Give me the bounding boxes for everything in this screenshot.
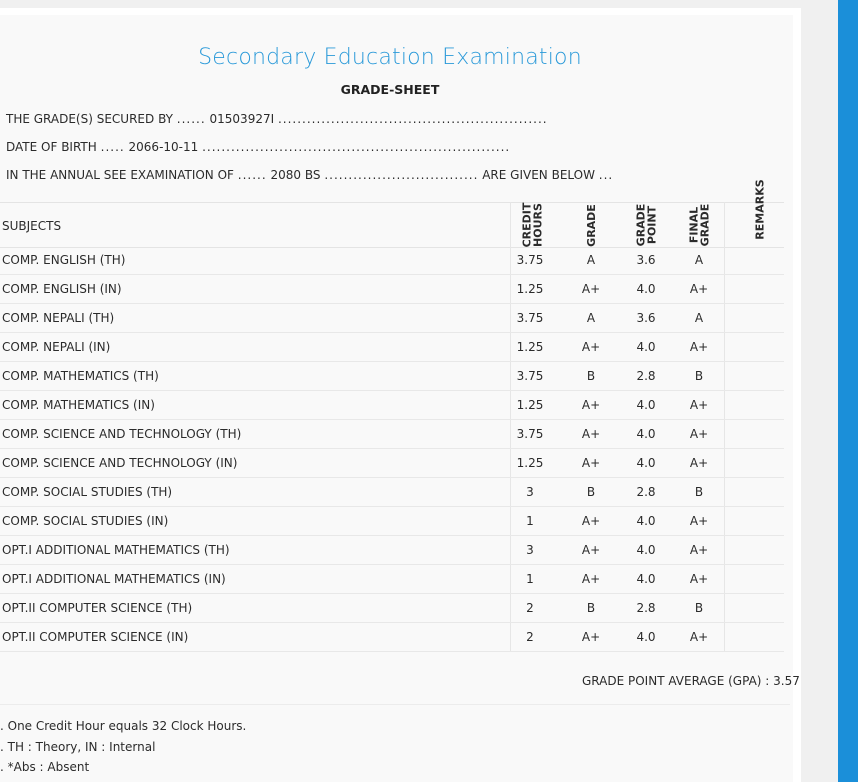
grade-point-cell: 4.0 (636, 340, 656, 354)
table-row (0, 536, 784, 565)
subjects-header: SUBJECTS (2, 219, 62, 233)
table-row (0, 507, 784, 536)
credit-hours-header-label: CREDIT HOURS (520, 202, 545, 248)
gpa-summary: GRADE POINT AVERAGE (GPA) : 3.57 (582, 674, 800, 688)
credit-hours-cell: 1.25 (516, 398, 544, 412)
grade-cell: A+ (581, 282, 601, 296)
grade-point-cell: 4.0 (636, 572, 656, 586)
grade-point-cell: 4.0 (636, 543, 656, 557)
grade-point-cell: 3.6 (636, 253, 656, 267)
dots: ..... (100, 140, 125, 154)
grade-cell: A+ (581, 630, 601, 644)
final-grade-cell: A+ (689, 543, 709, 557)
table-row (0, 623, 784, 652)
grade-cell: A (586, 253, 596, 267)
grade-point-header (620, 203, 672, 247)
credit-hours-cell: 1 (526, 514, 534, 528)
dots: ... (598, 168, 614, 182)
credit-hours-cell: 3.75 (516, 311, 544, 325)
final-grade-cell: A+ (689, 282, 709, 296)
subject-cell: COMP. NEPALI (IN) (2, 340, 111, 354)
credit-hours-header (512, 203, 552, 247)
subject-cell: COMP. SCIENCE AND TECHNOLOGY (IN) (2, 456, 238, 470)
subject-cell: COMP. SOCIAL STUDIES (TH) (2, 485, 173, 499)
final-grade-cell: A (694, 253, 704, 267)
grade-point-header-label: GRADE POINT (633, 203, 658, 247)
table-row (0, 565, 784, 594)
credit-hours-cell: 3.75 (516, 427, 544, 441)
table-row (0, 275, 784, 304)
final-grade-cell: B (694, 601, 704, 615)
table-row (0, 449, 784, 478)
subject-cell: COMP. NEPALI (TH) (2, 311, 115, 325)
credit-hours-cell: 1.25 (516, 282, 544, 296)
credit-hours-cell: 1 (526, 572, 534, 586)
grade-cell: B (586, 485, 596, 499)
grade-point-cell: 4.0 (636, 630, 656, 644)
table-row (0, 304, 784, 333)
grade-point-cell: 4.0 (636, 398, 656, 412)
note-theory-internal: . TH : Theory, IN : Internal (0, 740, 156, 754)
credit-hours-cell: 3 (526, 543, 534, 557)
grade-cell: A+ (581, 514, 601, 528)
final-grade-cell: B (694, 369, 704, 383)
subject-cell: COMP. MATHEMATICS (IN) (2, 398, 155, 412)
credit-hours-cell: 3 (526, 485, 534, 499)
note-credit-hours: . One Credit Hour equals 32 Clock Hours. (0, 719, 247, 733)
final-grade-cell: A+ (689, 514, 709, 528)
exam-year: 2080 BS (270, 168, 321, 182)
note-absent: . *Abs : Absent (0, 760, 90, 774)
dots: ...... (176, 112, 206, 126)
grade-point-cell: 4.0 (636, 514, 656, 528)
final-grade-cell: A (694, 311, 704, 325)
secured-by-label: THE GRADE(S) SECURED BY (6, 112, 173, 126)
subject-cell: OPT.II COMPUTER SCIENCE (TH) (2, 601, 193, 615)
grade-point-cell: 4.0 (636, 282, 656, 296)
table-row (0, 333, 784, 362)
subjects-table-body (0, 246, 784, 652)
grade-header (567, 203, 615, 247)
symbol-number: 01503927I (209, 112, 275, 126)
final-grade-cell: A+ (689, 572, 709, 586)
credit-hours-cell: 1.25 (516, 456, 544, 470)
grade-point-cell: 2.8 (636, 485, 656, 499)
final-grade-cell: B (694, 485, 704, 499)
grade-point-cell: 2.8 (636, 369, 656, 383)
grade-cell: B (586, 369, 596, 383)
table-row (0, 391, 784, 420)
grade-point-cell: 4.0 (636, 427, 656, 441)
divider (0, 704, 790, 705)
final-grade-cell: A+ (689, 630, 709, 644)
grade-point-cell: 3.6 (636, 311, 656, 325)
dots: ........................................................ (277, 112, 548, 126)
dob-label: DATE OF BIRTH (6, 140, 97, 154)
subject-cell: OPT.I ADDITIONAL MATHEMATICS (TH) (2, 543, 230, 557)
final-grade-cell: A+ (689, 398, 709, 412)
table-header (0, 178, 784, 248)
grade-point-cell: 4.0 (636, 456, 656, 470)
credit-hours-cell: 3.75 (516, 369, 544, 383)
dots: ................................ (324, 168, 479, 182)
credit-hours-cell: 1.25 (516, 340, 544, 354)
credit-hours-cell: 3.75 (516, 253, 544, 267)
exam-label: IN THE ANNUAL SEE EXAMINATION OF (6, 168, 234, 182)
grade-cell: A+ (581, 572, 601, 586)
dots: ...... (237, 168, 267, 182)
exam-title: Secondary Education Examination (198, 45, 582, 70)
right-side-bar (838, 0, 858, 782)
subject-cell: COMP. SOCIAL STUDIES (IN) (2, 514, 169, 528)
credit-hours-cell: 2 (526, 601, 534, 615)
remarks-header (740, 178, 780, 240)
subject-cell: OPT.II COMPUTER SCIENCE (IN) (2, 630, 189, 644)
final-grade-header (674, 203, 724, 247)
subject-cell: COMP. MATHEMATICS (TH) (2, 369, 159, 383)
given-below-label: ARE GIVEN BELOW (482, 168, 595, 182)
grade-point-cell: 2.8 (636, 601, 656, 615)
table-row (0, 594, 784, 623)
grade-cell: A+ (581, 340, 601, 354)
secured-by-line (6, 112, 548, 126)
table-row (0, 362, 784, 391)
final-grade-cell: A+ (689, 427, 709, 441)
table-row (0, 478, 784, 507)
table-row (0, 246, 784, 275)
credit-hours-cell: 2 (526, 630, 534, 644)
final-grade-header-label: FINAL GRADE (686, 203, 711, 247)
final-grade-cell: A+ (689, 456, 709, 470)
remarks-header-label: REMARKS (753, 178, 767, 240)
dob-value: 2066-10-11 (128, 140, 199, 154)
table-row (0, 420, 784, 449)
grade-sheet-heading: GRADE-SHEET (340, 82, 440, 97)
grade-cell: A+ (581, 427, 601, 441)
grade-cell: B (586, 601, 596, 615)
subject-cell: COMP. SCIENCE AND TECHNOLOGY (TH) (2, 427, 242, 441)
exam-line (6, 168, 613, 182)
dots: ................................................................ (202, 140, 511, 154)
dob-line (6, 140, 510, 154)
final-grade-cell: A+ (689, 340, 709, 354)
subject-cell: OPT.I ADDITIONAL MATHEMATICS (IN) (2, 572, 226, 586)
subject-cell: COMP. ENGLISH (IN) (2, 282, 122, 296)
grade-cell: A (586, 311, 596, 325)
grade-cell: A+ (581, 543, 601, 557)
grade-cell: A+ (581, 398, 601, 412)
grade-cell: A+ (581, 456, 601, 470)
subject-cell: COMP. ENGLISH (TH) (2, 253, 126, 267)
grade-header-label: GRADE (584, 203, 598, 247)
